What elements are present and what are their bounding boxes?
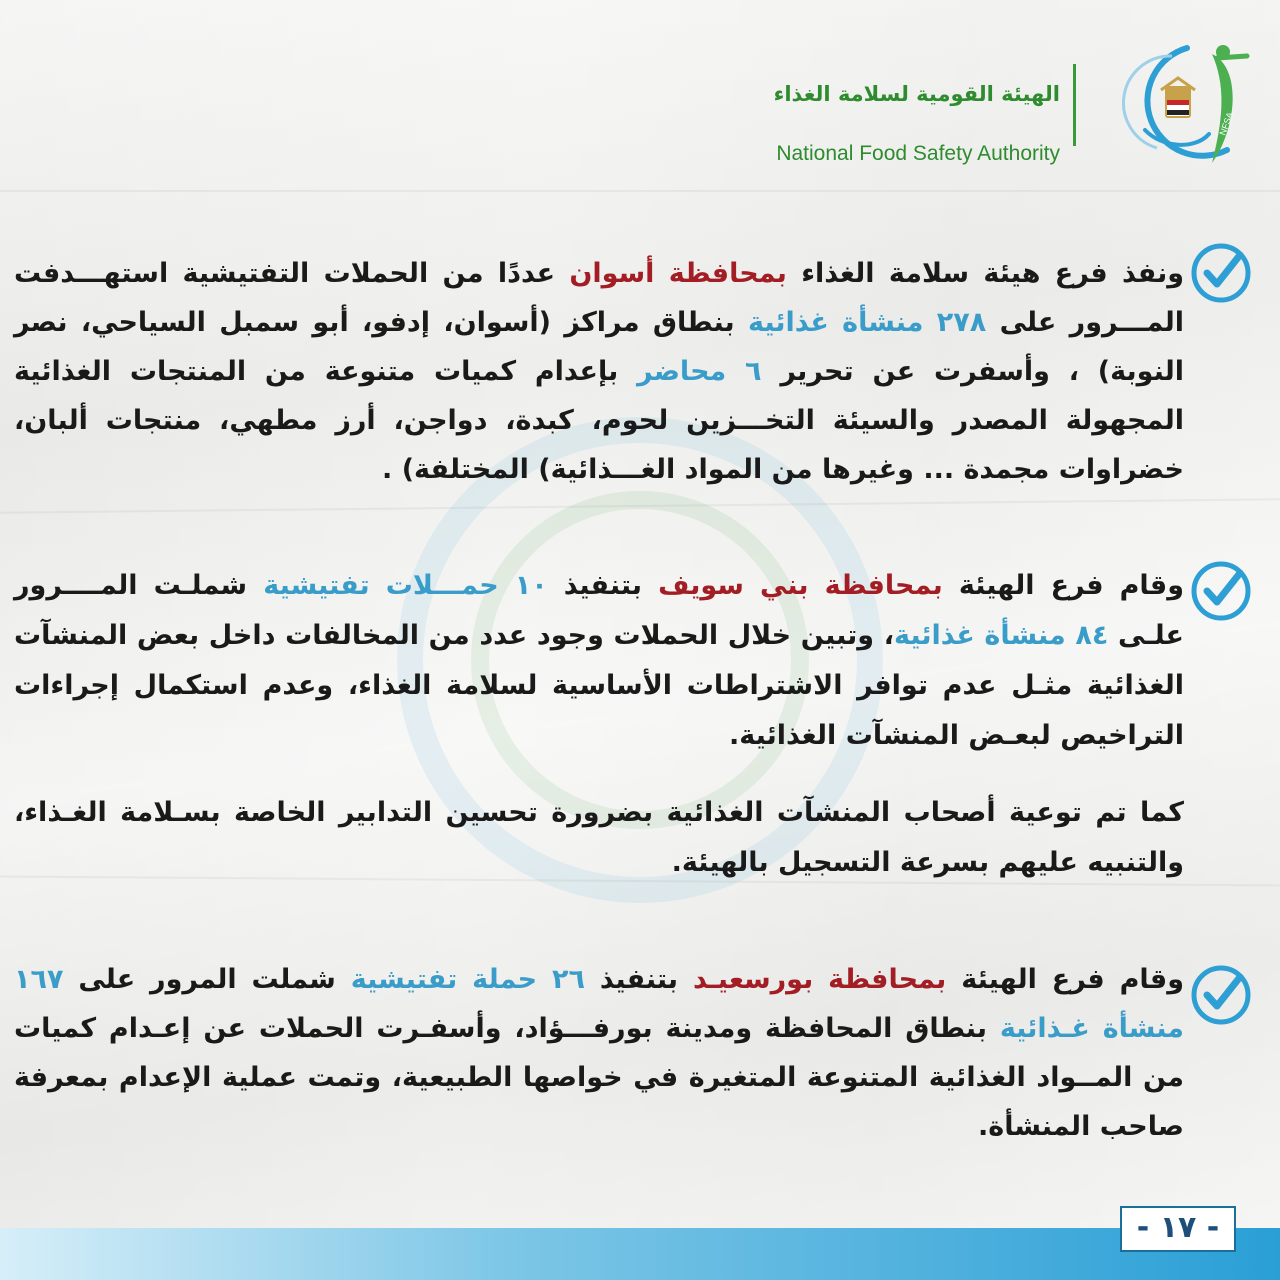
- text-run: شملـت المــــرور علـى: [14, 570, 1184, 651]
- header: [732, 38, 1252, 168]
- paper-crease: [0, 190, 1280, 192]
- text-run: بإعدام كميات متنوعة من المنتجات الغذائية المجهولة المصدر والسيئة التخـــزين لحوم، كبدة، دواجن، أرز مطهي، منتجات ألبان، خضراوات مجمدة ... وغيرها من المواد الغـــذائية) المختلفة) .: [14, 356, 1184, 485]
- section-paragraph: [14, 561, 1184, 761]
- page-number: - ١٧ -: [1120, 1206, 1236, 1252]
- section-paragraph: [14, 249, 1184, 494]
- campaigns-count: ٢٦ حملة تفتيشية: [350, 964, 585, 995]
- svg-text:NFSA: NFSA: [1217, 110, 1236, 137]
- text-run: ونفذ فرع هيئة سلامة الغذاء: [786, 258, 1185, 289]
- section-extra-paragraph: كما تم توعية أصحاب المنشآت الغذائية بضرورة تحسين التدابير الخاصة بسـلامة الغـذاء، والتنبيه عليهم بسرعة التسجيل بالهيئة.: [14, 797, 1184, 878]
- footer-bar: [0, 1228, 1280, 1280]
- text-run: ، وتبين خلال الحملات وجود عدد من المخالفات داخل بعض المنشآت الغذائية مثـل عدم توافر الاشتراطات الأساسية لسلامة الغذاء، وعدم استكمال إجراءات التراخيص لبعـض المنشآت الغذائية.: [14, 620, 1184, 751]
- governorate-name: بمحافظة بورسعيـد: [692, 964, 947, 995]
- text-run: بتنفيذ: [547, 570, 659, 601]
- text-run: وقام فرع الهيئة: [946, 964, 1184, 995]
- text-run: بنطاق المحافظة ومدينة بورفـــؤاد، وأسفـرت الحملات عن إعـدام كميات من المــواد الغذائية المتنوعة المتغيرة في خواصها الطبيعية، وتمت عملية الإعدام بمعرفة صاحب المنشأة.: [14, 1013, 1184, 1142]
- facilities-count: ٢٧٨ منشأة غذائية: [747, 307, 987, 338]
- section-port-said: [14, 928, 1184, 1178]
- section-aswan: [14, 222, 1184, 521]
- facilities-count: ٨٤ منشأة غذائية: [893, 620, 1109, 651]
- nfsa-emblem-icon: [1117, 38, 1252, 168]
- org-name-english: National Food Safety Authority: [776, 142, 1060, 165]
- section-beni-suef: [14, 534, 1184, 915]
- text-run: وقام فرع الهيئة: [942, 570, 1184, 601]
- checkmark-circle-icon: [1190, 560, 1252, 622]
- text-run: شملت المرور على: [63, 964, 351, 995]
- checkmark-circle-icon: [1190, 242, 1252, 304]
- text-run: بتنفيذ: [584, 964, 693, 995]
- text-run: عددًا من الحملات التفتيشية استهـــدفت المـــرور على: [14, 258, 1184, 338]
- facilities-count: ١٦٧ منشأة غـذائية: [14, 964, 1184, 1044]
- governorate-name: بمحافظة بني سويف: [658, 570, 943, 601]
- header-divider: [1073, 64, 1076, 146]
- text-run: بنطاق مراكز (أسوان، إدفو، أبو سمبل السياحي، نصر النوبة) ، وأسفرت عن تحرير: [14, 307, 1184, 387]
- org-name-arabic: الهيئة القومية لسلامة الغذاء: [773, 82, 1060, 106]
- governorate-name: بمحافظة أسوان: [569, 258, 787, 289]
- checkmark-circle-icon: [1190, 964, 1252, 1026]
- reports-count: ٦ محاضر: [637, 356, 762, 387]
- campaigns-count: ١٠ حمـــلات تفتيشية: [263, 570, 548, 601]
- section-paragraph: [14, 955, 1184, 1151]
